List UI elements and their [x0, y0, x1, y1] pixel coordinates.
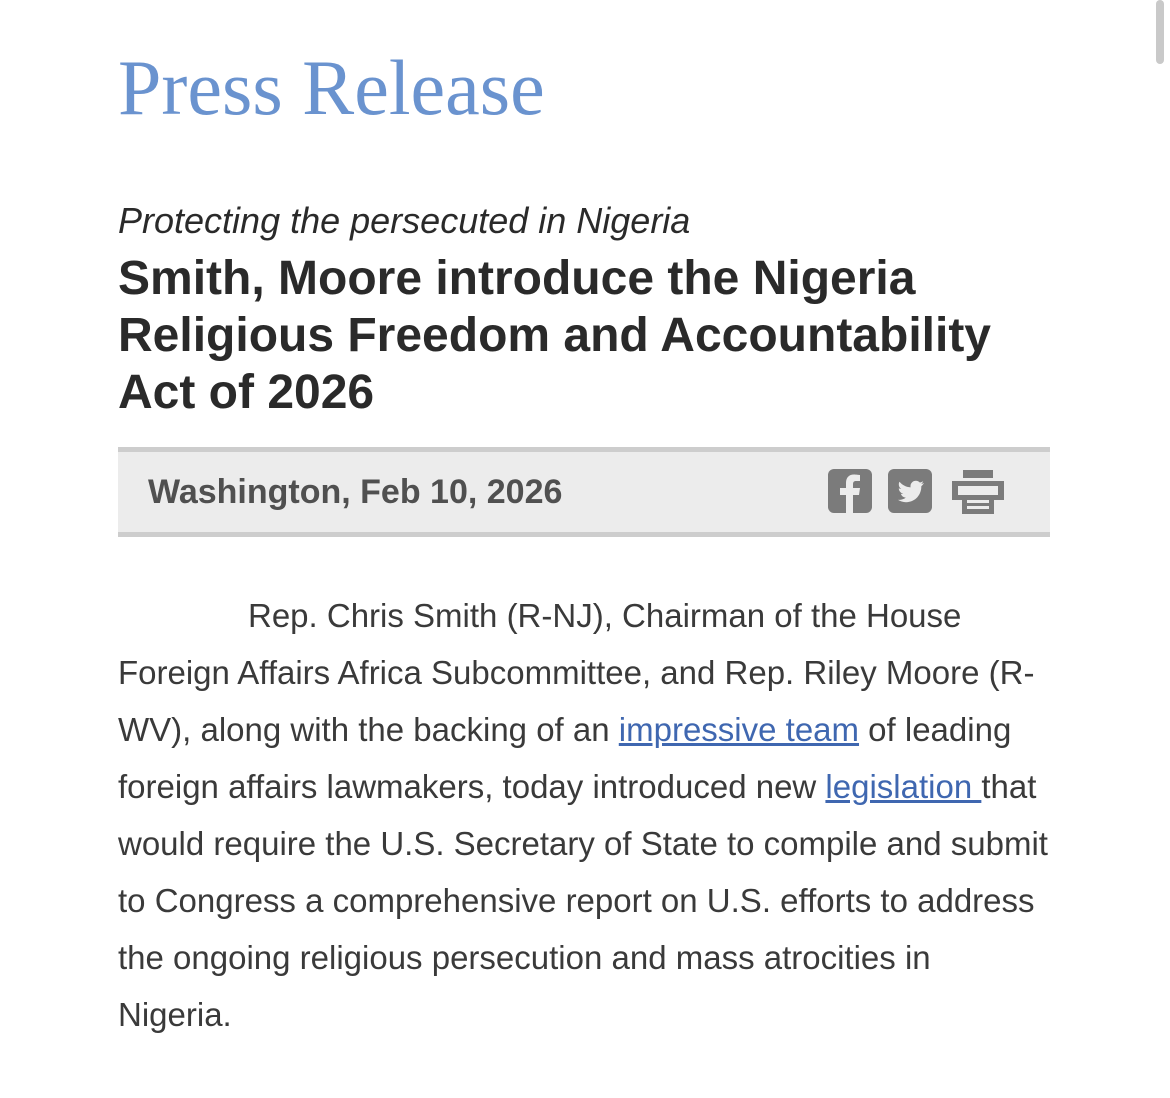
- press-release-content: [118, 40, 1050, 1076]
- print-icon[interactable]: [950, 469, 1006, 520]
- legislation-link[interactable]: legislation: [825, 768, 982, 805]
- twitter-icon[interactable]: [888, 469, 932, 518]
- article-kicker: Protecting the persecuted in Nigeria: [118, 200, 691, 241]
- dateline: Washington, Feb 10, 2026: [148, 473, 563, 511]
- impressive-team-link[interactable]: impressive team: [618, 711, 860, 748]
- scrollbar[interactable]: [1156, 0, 1164, 64]
- article-headline: Smith, Moore introduce the Nigeria Religious Freedom and Accountability Act of 2026: [118, 252, 991, 419]
- body-text-part3: that would require the U.S. Secretary of State to compile and submit to Congress a comprehensive report on U.S. efforts to address the ongoing religious persecution and mass atrocities in Nigeria.: [118, 768, 1048, 1033]
- share-icons: [828, 469, 1006, 515]
- facebook-icon[interactable]: [828, 469, 872, 518]
- dateline-bar: [118, 447, 1050, 537]
- body-text-part1: Rep. Chris Smith (R-NJ), Chairman of the House Foreign Affairs Africa Subcommittee, and Rep. Riley Moore (R-WV), along with the backing of an: [118, 597, 1035, 748]
- article-body: [118, 587, 1050, 1043]
- page-title: Press Release: [118, 44, 545, 131]
- body-text-part2: of leading foreign affairs lawmakers, today introduced new: [118, 711, 1012, 805]
